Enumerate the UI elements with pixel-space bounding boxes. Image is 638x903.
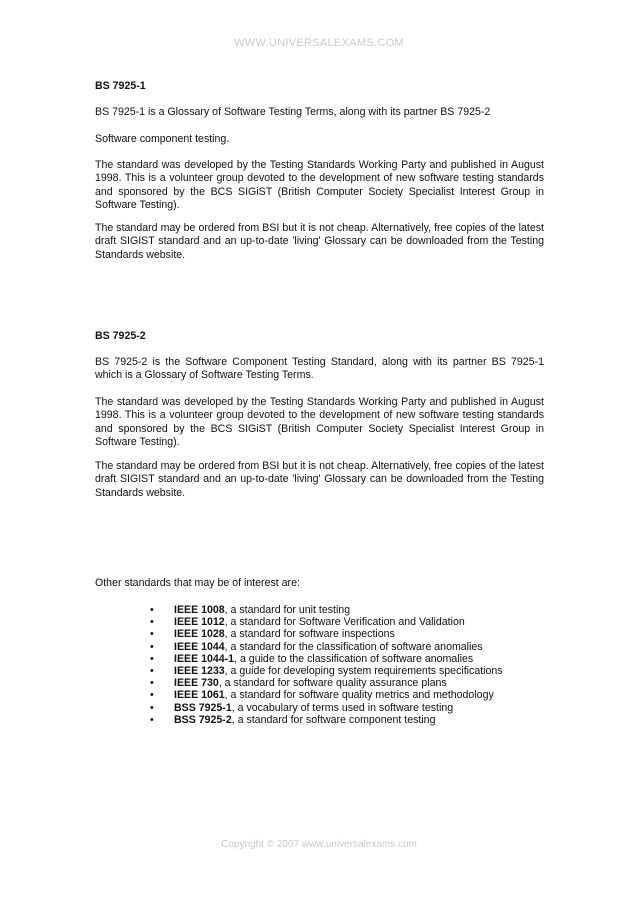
list-item [150, 628, 503, 640]
list-item [150, 677, 503, 689]
page-footer: Copyright © 2007 www.universalexams.com [221, 839, 417, 850]
page-header: WWW.UNIVERSALEXAMS.COM [234, 37, 404, 49]
standard-description: , a standard for software quality assurance plans [218, 677, 447, 690]
other-standards-intro: Other standards that may be of interest are: [95, 577, 300, 589]
bullet-icon: • [150, 640, 154, 653]
section2-title: BS 7925-2 [95, 330, 146, 342]
standard-term: BSS 7925-1 [174, 701, 232, 714]
bullet-icon: • [150, 701, 154, 714]
list-item [150, 616, 503, 628]
section1-paragraph-4: The standard may be ordered from BSI but it is not cheap. Alternatively, free copies of the latest draft SIGIST standard and an up-to-date 'living' Glossary can be downloaded from the Testing Standards website. [95, 222, 544, 261]
section2-paragraph-3: The standard may be ordered from BSI but it is not cheap. Alternatively, free copies of the latest draft SIGIST standard and an up-to-date 'living' Glossary can be downloaded from the Testing Standards website. [95, 460, 544, 499]
standard-description: , a standard for software component testing [231, 713, 436, 726]
list-item [150, 714, 503, 726]
standards-list [150, 604, 503, 726]
section1-paragraph-3: The standard was developed by the Testing Standards Working Party and published in August 1998. This is a volunteer group devoted to the development of new software testing standards and sponsored by the BCS SIGiST (British Computer Society Specialist Interest Group in Software Testing). [95, 159, 544, 212]
bullet-icon: • [150, 604, 154, 616]
standard-description: , a standard for the classification of software anomalies [224, 640, 483, 653]
bullet-icon: • [150, 713, 154, 726]
standard-description: , a standard for unit testing [224, 604, 351, 616]
standard-term: IEEE 730 [174, 677, 219, 690]
list-item [150, 653, 503, 665]
standard-description: , a standard for Software Verification and Validation [224, 616, 465, 629]
standard-term: IEEE 1061 [174, 689, 225, 702]
standard-term: IEEE 1044 [174, 640, 225, 653]
section2-paragraph-2: The standard was developed by the Testing Standards Working Party and published in August 1998. This is a volunteer group devoted to the development of new software testing standards and sponsored by the BCS SIGiST (British Computer Society Specialist Interest Group in Software Testing). [95, 396, 544, 449]
section1-paragraph-1: BS 7925-1 is a Glossary of Software Testing Terms, along with its partner BS 7925-2 [95, 106, 491, 118]
standard-description: , a vocabulary of terms used in software testing [231, 701, 454, 714]
list-item [150, 689, 503, 701]
bullet-icon: • [150, 616, 154, 629]
standard-term: IEEE 1008 [174, 604, 225, 616]
list-item [150, 604, 503, 616]
bullet-icon: • [150, 689, 154, 702]
section1-paragraph-2: Software component testing. [95, 133, 230, 145]
standard-term: IEEE 1233 [174, 665, 225, 678]
list-item [150, 702, 503, 714]
list-item [150, 641, 503, 653]
standard-description: , a standard for software inspections [224, 628, 395, 641]
standard-term: IEEE 1028 [174, 628, 225, 641]
standard-description: , a guide for developing system requirements specifications [224, 665, 503, 678]
bullet-icon: • [150, 677, 154, 690]
standard-term: BSS 7925-2 [174, 713, 232, 726]
standard-term: IEEE 1012 [174, 616, 225, 629]
section2-paragraph-1: BS 7925-2 is the Software Component Testing Standard, along with its partner BS 7925-1 which is a Glossary of Software Testing Terms. [95, 356, 544, 382]
section1-title: BS 7925-1 [95, 80, 146, 92]
bullet-icon: • [150, 665, 154, 678]
standard-term: IEEE 1044-1 [174, 652, 235, 665]
bullet-icon: • [150, 652, 154, 665]
list-item [150, 665, 503, 677]
standard-description: , a guide to the classification of software anomalies [234, 652, 474, 665]
bullet-icon: • [150, 628, 154, 641]
standard-description: , a standard for software quality metrics and methodology [224, 689, 494, 702]
